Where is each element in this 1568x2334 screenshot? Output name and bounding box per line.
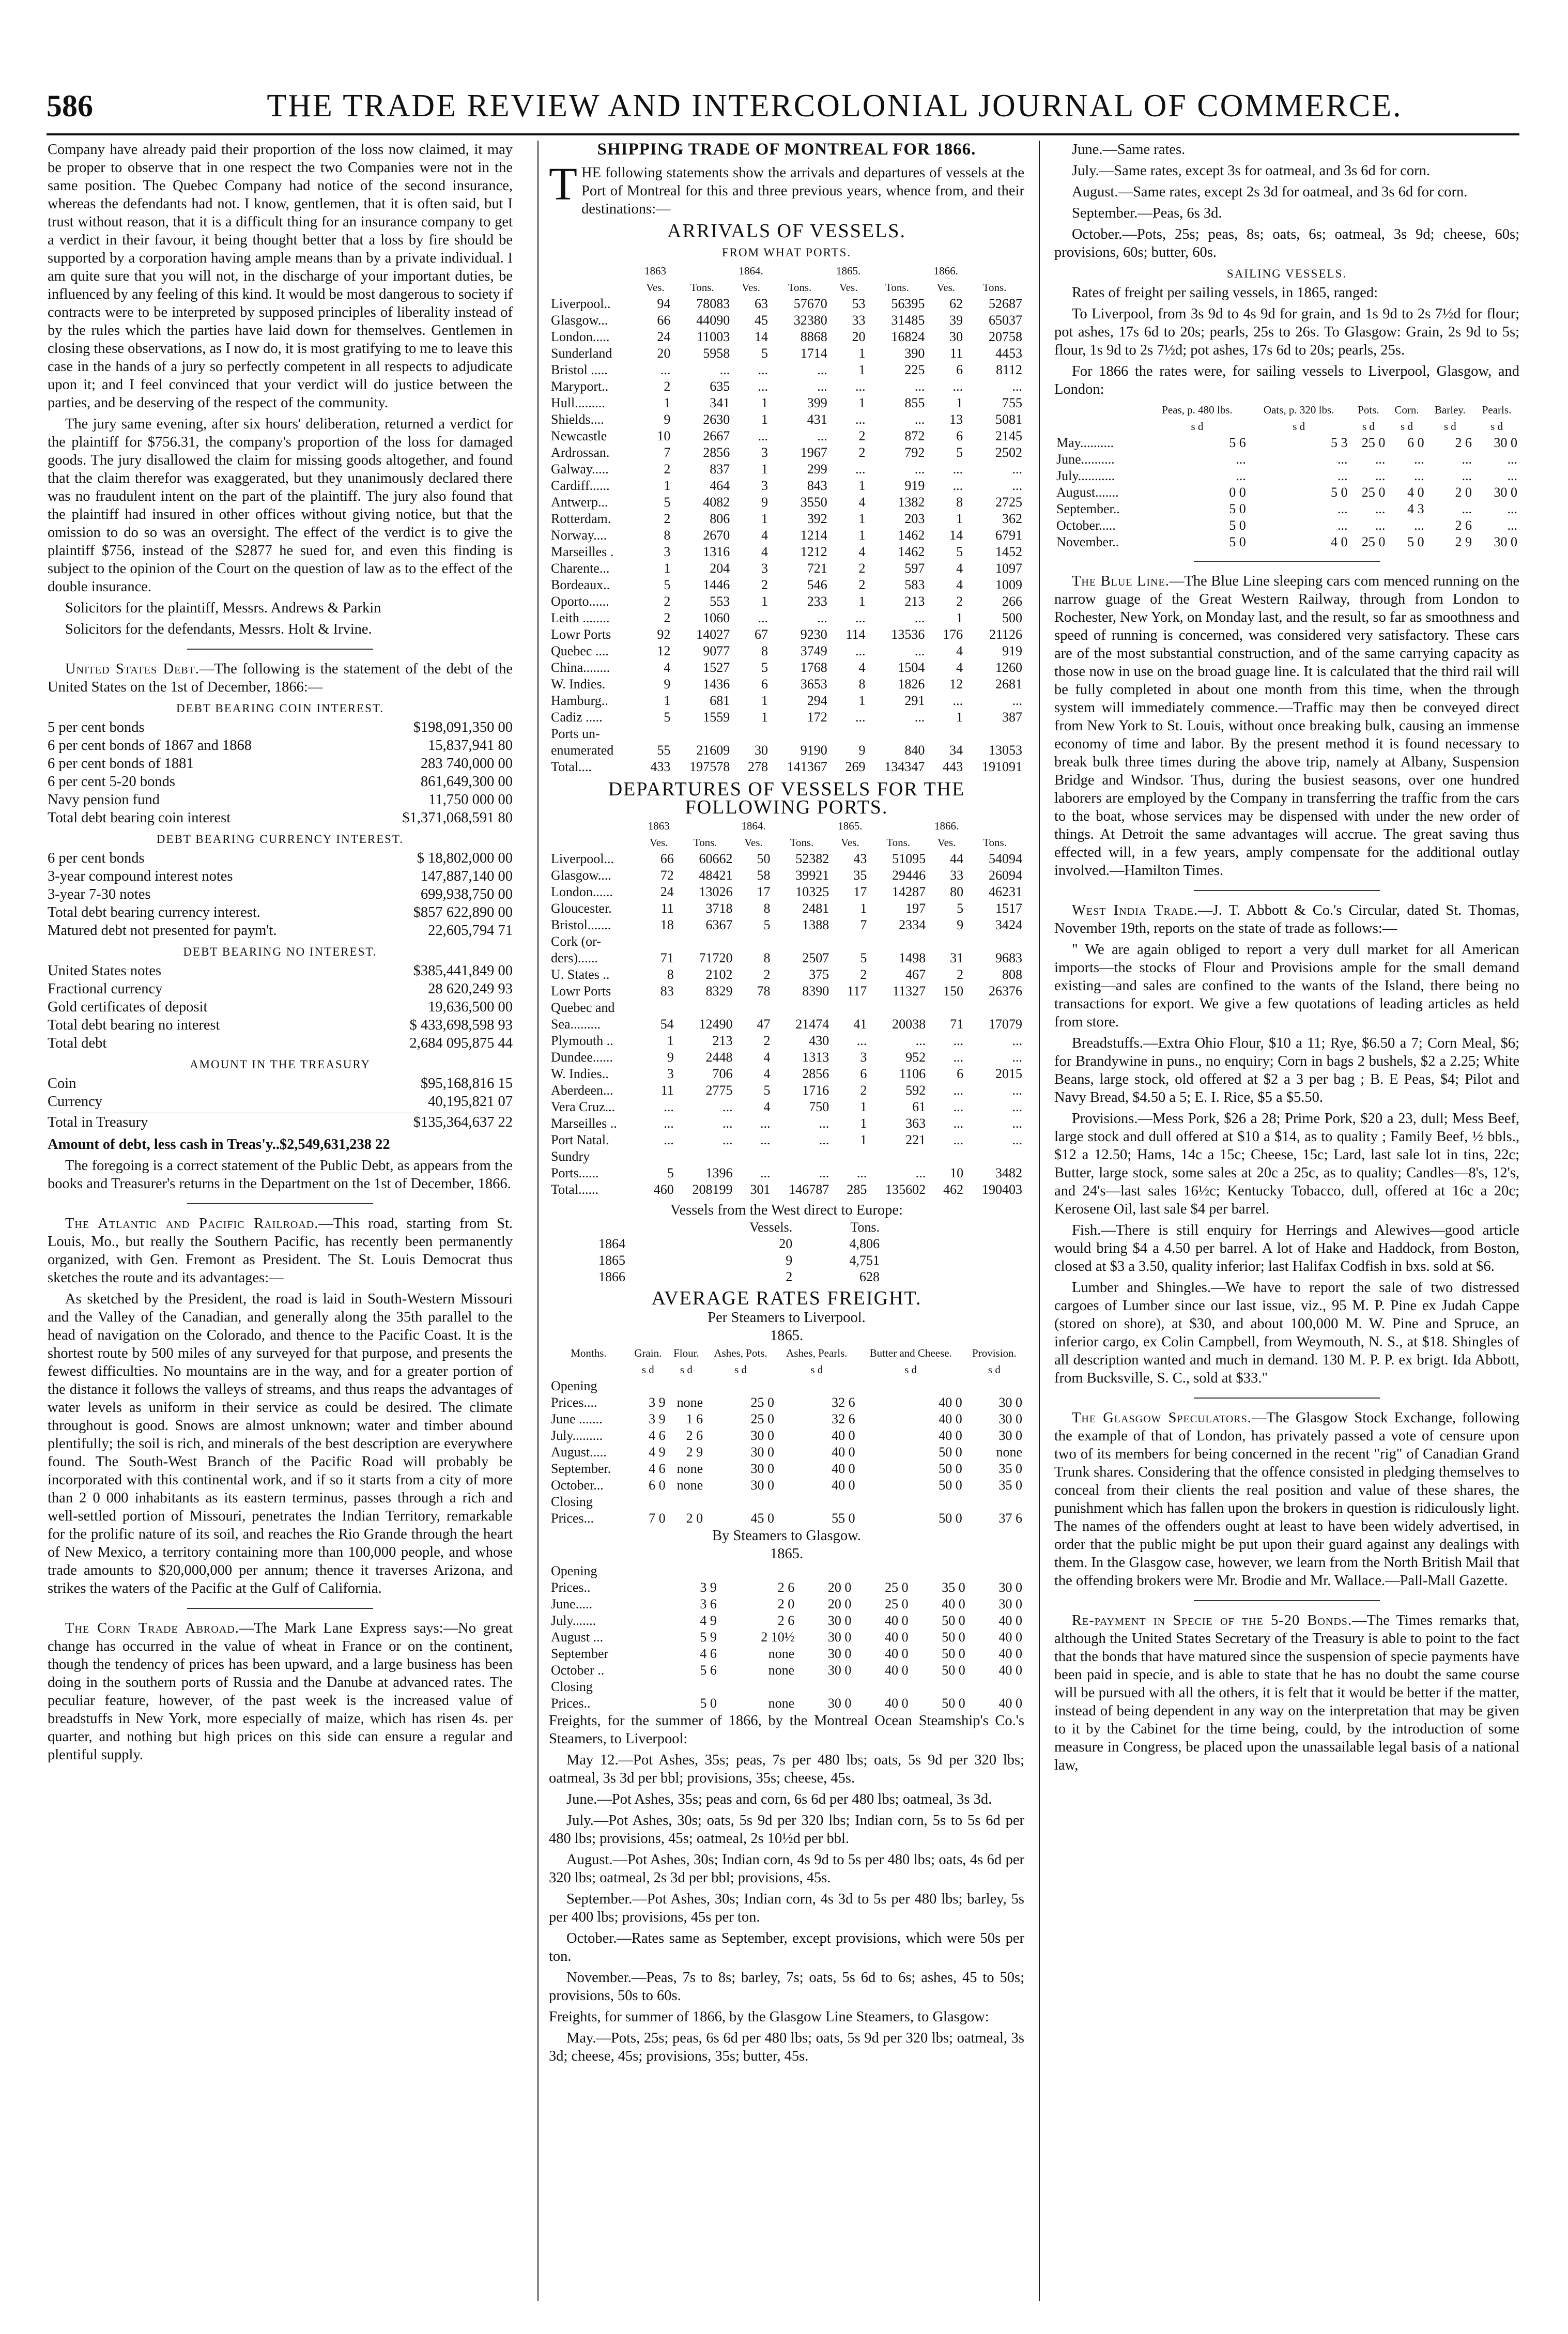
ledger-row: 6 per cent bonds $ 18,802,000 00 — [48, 850, 513, 866]
table-row: May.......... 5 6 5 3 25 0 6 0 2 6 30 0 — [1056, 435, 1517, 450]
freight-line: September.—Pot Ashes, 30s; Indian corn, 4s 3d to 5s per 480 lbs; barley, 5s per 400 lbs; provisions, 45s per ton. — [549, 1891, 1024, 1925]
freight-line: June.—Pot Ashes, 35s; peas and corn, 6s 6d per 480 lbs; oatmeal, 3s 3d. — [566, 1791, 992, 1807]
table-row: Ports...... 5 1396 ... ... ... ... 10 3482 — [551, 1165, 1022, 1180]
table-row: Prices.. 5 0 none 30 0 40 0 50 0 40 0 — [551, 1696, 1022, 1711]
article-text: HE following statements show the arrivals and departures of vessels at the Port of Montreal for this and three previous years, whence from, and their destinations:— — [581, 165, 1024, 217]
table-row: July......... 4 6 2 6 30 0 40 0 40 0 30 0 — [551, 1428, 1022, 1443]
table-row: September. 4 6 none 30 0 40 0 50 0 35 0 — [551, 1461, 1022, 1476]
table-row: June..... 3 6 2 0 20 0 25 0 40 0 30 0 — [551, 1596, 1022, 1611]
drop-cap: T — [549, 159, 577, 210]
table-row: W. Indies. 9 1436 6 3653 8 1826 12 2681 — [551, 677, 1022, 692]
freight-line: October.—Rates same as September, except provisions, which were 50s per ton. — [549, 1930, 1024, 1964]
ledger-row: 6 per cent bonds of 1867 and 1868 15,837,941 80 — [48, 738, 513, 754]
table-row: Vera Cruz... ... ... 4 750 1 61 ... ... — [551, 1099, 1022, 1114]
table-row: Liverpool... 66 60662 50 52382 43 51095 44 54094 — [551, 851, 1022, 866]
freight-table-liverpool — [549, 1345, 1024, 1527]
corn-article — [48, 1619, 513, 1764]
table-row: Bristol....... 18 6367 5 1388 7 2334 9 3424 — [551, 917, 1022, 932]
section-heading: Re-payment in Specie of the 5-20 Bonds. — [1072, 1613, 1352, 1629]
ledger-row: United States notes $385,441,849 00 — [48, 963, 513, 979]
table-row: September 4 6 none 30 0 40 0 50 0 40 0 — [551, 1646, 1022, 1661]
column-divider — [1039, 141, 1040, 2301]
ledger-row: 3-year compound interest notes 147,887,140 00 — [48, 868, 513, 884]
table-row: August....... 0 0 5 0 25 0 4 0 2 0 30 0 — [1056, 485, 1517, 500]
section-heading: West India Trade. — [1072, 902, 1198, 918]
table-row: ders)...... 71 71720 8 2507 5 1498 31 9683 — [551, 950, 1022, 965]
article-text: Rates of freight per sailing vessels, in 1865, ranged: — [1072, 285, 1378, 301]
table-row: Cardiff...... 1 464 3 843 1 919 ... ... — [551, 478, 1022, 493]
table-row: October... 6 0 none 30 0 40 0 50 0 35 0 — [551, 1478, 1022, 1493]
table-row: Hull......... 1 341 1 399 1 855 1 755 — [551, 395, 1022, 410]
freight-list — [549, 1751, 1024, 2005]
blue-line-article — [1054, 572, 1519, 880]
table-row: Quebec .... 12 9077 8 3749 ... ... 4 919 — [551, 643, 1022, 658]
table-row: Norway.... 8 2670 4 1214 1 1462 14 6791 — [551, 528, 1022, 543]
freight-line: July.—Same rates, except 3s for oatmeal, and 3s 6d for corn. — [1072, 163, 1431, 179]
running-head: THE TRADE REVIEW AND INTERCOLONIAL JOURNAL OF COMMERCE. — [267, 88, 1403, 124]
section-rule — [187, 649, 373, 650]
table-row: Total.... 433 197578 278 141367 269 134347 443 191091 — [551, 759, 1022, 774]
table-row: Hamburg.. 1 681 1 294 1 291 ... ... — [551, 693, 1022, 708]
ledger-row: Total in Treasury $135,364,637 22 — [48, 1113, 513, 1131]
table-row: October..... 5 0 ... ... ... 2 6 ... — [1056, 518, 1517, 533]
article-text: Company have already paid their proportion of the loss now claimed, it may be proper to observe that in one respect the two Companies were not in the same position. The Quebec Company had notice of the second insurance, whereas the defendants had not. I know, gentlemen, that it is often said, but I trust without reason, that it is a difficult thing for an insurance company to get a verdict in their favour, it being thought better that a loss by fire should be supported by a corporation having ample means than by a private individual. I am quite sure that you will not, in the discharge of your important duties, be influenced by any feeling of this kind. It would be most dangerous to society if contracts were to be interpreted by supposed principles of liberality instead of by the rules which the parties have laid down for themselves. Gentlemen in closing these observations, as I now do, it is most gratifying to me to leave this case in the hands of a jury so perfectly competent in all respects to adjudicate upon it; and I feel convinced that your verdict will do justice between the parties, and be deserving of the respect of the community. — [48, 142, 513, 411]
table-row: Quebec and — [551, 1000, 615, 1015]
article-text: For 1866 the rates were, for sailing vessels to Liverpool, Glasgow, and London: — [1054, 363, 1519, 397]
article-text: The foregoing is a correct statement of the Public Debt, as appears from the books and Treasurer's returns in the Department on the 1st of December, 1866. — [48, 1158, 513, 1192]
ledger-row: 5 per cent bonds $198,091,350 00 — [48, 719, 513, 735]
article-text: —The Glasgow Stock Exchange, following the example of that of London, has privately passed a vote of censure upon two of its members for being concerned in the recent "rig" of Canadian Grand Trunk shares. Considering that the offence consisted in pledging themselves to conceal from their clients the real position and value of these shares, the punishment which has fallen upon the brokers in question is ridiculously light. The names of the offenders ought at least to have been widely advertised, in order that the public might be put upon their guard against any dealings with them. In the Glasgow case, however, we learn from the North British Mail that the offending brokers were Mr. Brodie and Mr. Wallace.—Pall-Mall Gazette. — [1054, 1410, 1519, 1589]
page-header — [47, 78, 1519, 134]
article-text: To Liverpool, from 3s 9d to 4s 9d for grain, and 1s 9d to 2s 7½d for flour; pot ashes, 17s 6d to 20s; pearls, 25s to 26s. To Glasgow: Grain, 2s 9d to 5s; flour, 1s 9d to 2s 7½d; pot ashes, 17s 6d to 20s; pearls, 25s. — [1054, 306, 1519, 358]
table-title: Vessels from the West direct to Europe: — [670, 1202, 903, 1218]
table-row: Ardrossan. 7 2856 3 1967 2 792 5 2502 — [551, 445, 1022, 460]
freight-line: May 12.—Pot Ashes, 35s; peas, 7s per 480 lbs; oats, 5s 9d per 320 lbs; oatmeal, 3s 3d per bbl; provisions, 35s; cheese, 45s. — [549, 1752, 1024, 1786]
table-row: s d s d s d s d s d s d — [1191, 420, 1503, 433]
article-text: Amount of debt, less cash in Treas'y..$2,549,631,238 22 — [48, 1137, 390, 1153]
ledger-row: 6 per cent bonds of 1881 283 740,000 00 — [48, 756, 513, 772]
table-row: Opening — [551, 1563, 597, 1578]
table-subhead: DEBT BEARING CURRENCY INTEREST. — [156, 833, 404, 846]
article-text: Fish.—There is still enquiry for Herrings and Alewives—good article would bring $4 a 4.50 per barrel. A lot of Hake and Haddock, from Boston, closed at $3 a 3.50, quality inferior; last Halifax Codfish in bxs. sold at $6. — [1054, 1222, 1519, 1275]
table-row: Glasgow... 66 44090 45 32380 33 31485 39 65037 — [551, 313, 1022, 328]
section-title: SHIPPING TRADE OF MONTREAL FOR 1866. — [597, 141, 976, 159]
article-text: —The Times remarks that, although the United States Secretary of the Treasury is able to point to the fact that the bonds that have matured since the suspension of specie payments have been paid in specie, and is able to state that he has no doubt the same course will be pursued with all the others, it is felt that it would be better if the matter, instead of being dependent in any way on the interpretation that may be given to it by the Cabinet for the time being, could, by the introduction of some measure in Congress, be placed upon the unassailable legal basis of a national law, — [1054, 1613, 1519, 1773]
ledger-block — [48, 718, 513, 809]
table-subhead: AMOUNT IN THE TREASURY — [189, 1058, 371, 1071]
freight-line: June.—Same rates. — [1072, 142, 1186, 158]
table-row: Marseilles .. ... ... ... ... 1 363 ... ... — [551, 1116, 1022, 1131]
article-text: The jury same evening, after six hours' deliberation, returned a verdict for the plaintiff for $756.31, the company's proportion of the loss for damaged goods. The jury disallowed the claim for missing goods altogether, and found that the claim therefor was exaggerated, but they unanimously declared there was no fraudulent intent on the part of the plaintiff. The jury also found that the plaintiff had insured in other offices without giving notice, but that the omission to do so was an oversight. The effect of the verdict is to give the plaintiff $756, instead of the $2877 he sued for, and even this finding is subject to the opinion of the Court on the question of law as to the effect of the double insurance. — [48, 416, 513, 595]
departures-table — [549, 818, 1024, 1198]
article-text: —This road, starting from St. Louis, Mo., but really the Southern Pacific, has recently been permanently organized, with Gen. Fremont as President. The St. Louis Democrat thus sketches the route and its advantages:— — [48, 1216, 513, 1286]
table-row: June.......... ... ... ... ... ... ... — [1056, 452, 1517, 467]
table-row: Ves. Tons. Ves. Tons. Ves. Tons. Ves. Tons. — [646, 281, 1007, 294]
table-row: Oporto...... 2 553 1 233 1 213 2 266 — [551, 594, 1022, 609]
table-subhead: By Steamers to Glasgow. — [712, 1528, 861, 1544]
ledger-row: Currency 40,195,821 07 — [48, 1094, 513, 1110]
article-text: —The following is the statement of the debt of the United States on the 1st of December, 1866:— — [48, 661, 513, 695]
table-row: enumerated 55 21609 30 9190 9 840 34 13053 — [551, 743, 1022, 758]
table-row: 1863 1864. 1865. 1866. — [644, 265, 958, 277]
table-row: July....... 4 9 2 6 30 0 40 0 50 0 40 0 — [551, 1613, 1022, 1628]
table-subhead: SAILING VESSELS. — [1226, 267, 1347, 280]
ledger-block — [48, 962, 513, 1016]
article-text: Solicitors for the defendants, Messrs. Holt & Irvine. — [65, 621, 372, 637]
ledger-row: Gold certificates of deposit 19,636,500 00 — [48, 999, 513, 1015]
table-row: Cadiz ..... 5 1559 1 172 ... ... 1 387 — [551, 710, 1022, 725]
table-row: Opening — [551, 1378, 597, 1393]
freight-line: July.—Pot Ashes, 30s; oats, 5s 9d per 320 lbs; Indian corn, 5s to 5s 6d per 480 lbs; provisions, 45s; oatmeal, 2s 10½d per bbl. — [549, 1813, 1024, 1847]
table-row: Closing — [551, 1494, 593, 1509]
table-row: Glasgow.... 72 48421 58 39921 35 29446 33 26094 — [551, 868, 1022, 883]
table-row: Rotterdam. 2 806 1 392 1 203 1 362 — [551, 511, 1022, 526]
article-text: " We are again obliged to report a very dull market for all American imports—the stocks of Flour and Provisions ample for the small demand existing—and sales are confined to the wants of the Island, there being no transactions for export. We give a few quotations of leading articles as held from store. — [1054, 942, 1519, 1030]
table-subhead: FROM WHAT PORTS. — [721, 246, 852, 259]
article-text: —The Mark Lane Express says:—No great change has occurred in the value of wheat in France or on the continent, though the tendency of prices has been upward, and a large business has been doing in the southern ports of Russia and the Danube at advanced rates. The peculiar feature, however, of the past week is the increased value of breadstuffs in New York, more especially of maize, which has risen 4s. per quarter, and nothing but high prices on this side can ensure a regular and plentiful supply. — [48, 1620, 513, 1763]
table-row: China........ 4 1527 5 1768 4 1504 4 1260 — [551, 660, 1022, 675]
freight-line: September.—Peas, 6s 3d. — [1072, 205, 1222, 221]
table-row: Closing — [551, 1679, 593, 1694]
freight-list — [1054, 141, 1519, 262]
table-row: London..... 24 11003 14 8868 20 16824 30 20758 — [551, 329, 1022, 344]
table-subhead: 1865. — [770, 1546, 804, 1562]
section-rule — [1194, 1398, 1380, 1399]
table-subhead: DEBT BEARING COIN INTEREST. — [176, 702, 384, 715]
table-row: October .. 5 6 none 30 0 40 0 50 0 40 0 — [551, 1663, 1022, 1678]
table-title: AVERAGE RATES FREIGHT. — [651, 1287, 922, 1309]
freight-line: August.—Pot Ashes, 30s; Indian corn, 4s 9d to 5s per 480 lbs; oats, 4s 6d per 320 lbs; oatmeal, 2s 3d per bbl; provisions, 45s. — [549, 1852, 1024, 1886]
glasgow-article — [1054, 1409, 1519, 1590]
table-row: Port Natal. ... ... ... ... 1 221 ... ... — [551, 1132, 1022, 1147]
table-title: ARRIVALS OF VESSELS. — [667, 220, 906, 242]
table-row: Charente... 1 204 3 721 2 597 4 1097 — [551, 561, 1022, 576]
ledger-row: Total debt bearing coin interest $1,371,068,591 80 — [48, 810, 513, 826]
ledger-block — [48, 849, 513, 903]
table-row: Cork (or- — [551, 934, 601, 949]
west-india-article — [1054, 901, 1519, 938]
article-text: —J. T. Abbott & Co.'s Circular, dated St. Thomas, November 19th, reports on the state of trade as follows:— — [1054, 902, 1519, 936]
table-row: September.. 5 0 ... ... 4 3 ... ... — [1056, 501, 1517, 516]
table-row: 1863 1864. 1865. 1866. — [648, 820, 959, 832]
article-text: —The Blue Line sleeping cars com menced running on the narrow guage of the Great Western Railway, through from London to Rochester, New York, on Monday last, and the result, so far as smoothness and speed of running is concerned, was considered very satisfactory. These cars are of the most substantial construction, and of the same carrying capacity as those now in use on the broad guage line. It is calculated that the third rail will be fully completed in about one month from this time, when the through system will immediately commence.—Traffic may then be conveyed direct from New York to St. Louis, without once breaking bulk, causing an immense economy of time and labor. By the present method it is found necessary to break bulk three times during the above trip, namely at Albany, Suspension Bridge and Windsor. Thus, during the busiest seasons, over one hundred laborers are employed by the Company in transferring the traffic from the cars to the boat, whose services may be dispensed with under the new order of things. At Detroit the same advantages will accrue. The great saving thus effected will, in a few years, amply compensate for the additional outlay involved.—Hamilton Times. — [1054, 573, 1519, 879]
freight-table-glasgow — [549, 1563, 1024, 1712]
page-number: 586 — [47, 88, 93, 123]
article-text: Provisions.—Mess Pork, $26 a 28; Prime Pork, $20 a 23, dull; Mess Beef, large stock and dull offered at $10 a $14, as to quality ; Family Beef, ½ bbls., $12 a 12.50; Hams, 14c a 15c; Cheese, 15c; Lard, last sale lot in tins, 22c; Butter, large stock, some sales at 20c a 25c, as to quality; Candles—8's, 12's, and 24's—last sales 16½c; Kentucky Tobacco, dull, offered at 16c a 20c; Kerosene Oil, last sale $4 per barrel. — [1054, 1111, 1519, 1217]
table-row: Lowr Ports 92 14027 67 9230 114 13536 176 21126 — [551, 627, 1022, 642]
section-heading: United States Debt. — [65, 661, 199, 677]
table-row: Sea......... 54 12490 47 21474 41 20038 71 17079 — [551, 1017, 1022, 1032]
table-row: Ports un- — [551, 726, 600, 741]
table-row: 1865 9 4,751 — [598, 1253, 880, 1268]
table-row: Leith ........ 2 1060 ... ... ... ... 1 500 — [551, 610, 1022, 625]
section-rule — [187, 1608, 373, 1609]
debt-article — [48, 660, 513, 696]
article-text: Lumber and Shingles.—We have to report the sale of two distressed cargoes of Lumber since our last issue, viz., 95 M. P. Pine ex Judah Cappe (stored on shore), at $30, and about 100,000 M. W. Pine and Spruce, an inferior cargo, ex Colin Campbell, from Weymouth, N. S., at $18. Shingles of all description wanted and much in demand. 130 M. P. P. ex brigt. Ida Abbott, from Bucksville, S. C., sold at $33." — [1054, 1280, 1519, 1386]
table-row: Prices.... 3 9 none 25 0 32 6 40 0 30 0 — [551, 1395, 1022, 1410]
atlantic-article — [48, 1215, 513, 1287]
table-row: s d s d s d s d s d s d — [641, 1363, 1001, 1376]
column-2 — [549, 141, 1024, 2301]
table-row: Peas, p. 480 lbs. Oats, p. 320 lbs. Pots. Corn. Barley. Pearls. — [1162, 404, 1512, 416]
section-rule — [187, 1203, 373, 1204]
section-heading: The Blue Line. — [1072, 573, 1170, 589]
table-subhead: Per Steamers to Liverpool. — [708, 1310, 866, 1326]
table-subhead: 1865. — [770, 1328, 804, 1344]
article-text: Freights, for summer of 1866, by the Glasgow Line Steamers, to Glasgow: — [549, 2009, 989, 2025]
ledger-row: 6 per cent 5-20 bonds 861,649,300 00 — [48, 774, 513, 790]
table-row: Months. Grain. Flour. Ashes, Pots. Ashes, Pearls. Butter and Cheese. Provision. — [571, 1347, 1017, 1359]
table-row: June ....... 3 9 1 6 25 0 32 6 40 0 30 0 — [551, 1411, 1022, 1426]
table-row: 1864 20 4,806 — [598, 1236, 880, 1251]
header-rule — [47, 133, 1519, 135]
table-row: August ... 5 9 2 10½ 30 0 40 0 50 0 40 0 — [551, 1630, 1022, 1645]
table-row: 1866 2 628 — [598, 1269, 880, 1284]
table-row: November.. 5 0 4 0 25 0 5 0 2 9 30 0 — [1056, 534, 1517, 549]
ledger-row: Total debt 2,684 095,875 44 — [48, 1035, 513, 1051]
table-row: Shields.... 9 2630 1 431 ... ... 13 5081 — [551, 412, 1022, 427]
table-row: Lowr Ports 83 8329 78 8390 117 11327 150 26376 — [551, 984, 1022, 999]
section-heading: The Corn Trade Abroad. — [65, 1620, 239, 1636]
table-row: Sunderland 20 5958 5 1714 1 390 11 4453 — [551, 346, 1022, 361]
table-row: Sundry — [551, 1149, 590, 1164]
table-title: DEPARTURES OF VESSELS FOR THE FOLLOWING PORTS. — [608, 778, 965, 818]
repayment-article — [1054, 1611, 1519, 1774]
table-row: August..... 4 9 2 9 30 0 40 0 50 0 none — [551, 1445, 1022, 1460]
section-rule — [1194, 1600, 1380, 1601]
table-row: Newcastle 10 2667 ... ... 2 872 6 2145 — [551, 428, 1022, 443]
column-3 — [1054, 141, 1519, 2301]
column-divider — [537, 141, 539, 2301]
article-text: Solicitors for the plaintiff, Messrs. Andrews & Parkin — [65, 600, 381, 616]
section-heading: The Atlantic and Pacific Railroad. — [65, 1216, 319, 1232]
table-row: Liverpool.. 94 78083 63 57670 53 56395 62 52687 — [551, 296, 1022, 311]
table-row: London...... 24 13026 17 10325 17 14287 80 46231 — [551, 884, 1022, 899]
europe-table — [596, 1219, 882, 1285]
section-rule — [1194, 561, 1380, 562]
table-row: Aberdeen... 11 2775 5 1716 2 592 ... ... — [551, 1083, 1022, 1098]
article-text: As sketched by the President, the road is laid in South-Western Missouri and the Valley of the Canadian, and generally along the 35th parallel to the head of navigation on the Colorado, and thence to the Pacific Coast. It is the shortest route by 500 miles of any surveyed for that purpose, and presents the fewest difficulties. No mountains are in the way, and for a greater portion of the distance it follows the valleys of streams, and thus reaps the advantages of water levels as uniform in their service as could be desired. The climate throughout is good. Snows are almost unknown; water and timber abound plentifully; the soil is rich, and minerals of the best description are everywhere found. The South-West Branch of the Pacific Road will probably be incorporated with this continental work, and if so it starts from a city of more than 2 0 000 inhabitants as its eastern terminus, passes through a rich and well-settled portion of Missouri, penetrates the Indian Territory, remarkable for the prolific nature of its soil, and reaches the Rio Grande through the heart of New Mexico, a territory containing more than 100,000 people, and whose trade amounts to $20,000,000 per annum; thence it traverses Arizona, and strikes the waters of the Pacific at the Gulf of California. — [48, 1291, 513, 1596]
ledger-row: Fractional currency 28 620,249 93 — [48, 981, 513, 997]
freight-line: October.—Pots, 25s; peas, 8s; oats, 6s; oatmeal, 3s 9d; cheese, 60s; provisions, 60s; butter, 60s. — [1054, 226, 1519, 260]
table-row: Prices... 7 0 2 0 45 0 55 0 50 0 37 6 — [551, 1511, 1022, 1526]
section-rule — [1194, 890, 1380, 891]
intro-paragraph — [549, 159, 1024, 218]
table-row: Maryport.. 2 635 ... ... ... ... ... ... — [551, 379, 1022, 394]
arrivals-table — [549, 263, 1024, 775]
table-row: Plymouth .. 1 213 2 430 ... ... ... ... — [551, 1033, 1022, 1048]
table-subhead: DEBT BEARING NO INTEREST. — [183, 945, 377, 958]
ledger-row: Navy pension fund 11,750 000 00 — [48, 792, 513, 808]
table-row: Marseilles . 3 1316 4 1212 4 1462 5 1452 — [551, 544, 1022, 559]
ledger-row: Total debt bearing currency interest. $857 622,890 00 — [48, 904, 513, 920]
ledger-row: 3-year 7-30 notes 699,938,750 00 — [48, 886, 513, 902]
table-row: Ves. Tons. Ves. Tons. Ves. Tons. Ves. Tons. — [649, 836, 1007, 849]
ledger-block — [48, 1074, 513, 1111]
article-text: Freights, for the summer of 1866, by the Montreal Ocean Steamship's Co.'s Steamers, to Liverpool: — [549, 1713, 1024, 1747]
table-row: Bristol ..... ... ... ... ... 1 225 6 8112 — [551, 362, 1022, 377]
table-row: July........... ... ... ... ... ... ... — [1056, 468, 1517, 483]
table-row: Galway..... 2 837 1 299 ... ... ... ... — [551, 462, 1022, 477]
sailing-rates-table — [1054, 402, 1519, 550]
freight-line: August.—Same rates, except 2s 3d for oatmeal, and 3s 6d for corn. — [1072, 184, 1468, 200]
table-row: Dundee...... 9 2448 4 1313 3 952 ... ... — [551, 1050, 1022, 1065]
section-heading: The Glasgow Speculators. — [1072, 1410, 1252, 1426]
column-1 — [48, 141, 513, 2301]
ledger-row: Coin $95,168,816 15 — [48, 1076, 513, 1092]
freight-line: November.—Peas, 7s to 8s; barley, 7s; oats, 5s 6d to 6s; ashes, 45 to 50s; provisions, 50s to 60s. — [549, 1970, 1024, 2004]
ledger-row: Matured debt not presented for paym't. 22,605,794 71 — [48, 923, 513, 939]
article-text: Breadstuffs.—Extra Ohio Flour, $10 a 11; Rye, $6.50 a 7; Corn Meal, $6; for Brandywine in puns., no enquiry; Corn in bags 2 bushels, $2 a 2.25; White Beans, large stock, old offered at $2 a 3 per bag ; B. E Peas, $4; Pilot and Navy Bread, $4.50 a 5; E. I. Rice, $5 a $5.50. — [1054, 1035, 1519, 1105]
table-row: Vessels. Tons. — [749, 1220, 880, 1235]
table-row: Gloucester. 11 3718 8 2481 1 197 5 1517 — [551, 901, 1022, 916]
table-row: U. States .. 8 2102 2 375 2 467 2 808 — [551, 967, 1022, 982]
table-row: W. Indies.. 3 706 4 2856 6 1106 6 2015 — [551, 1066, 1022, 1081]
table-row: Bordeaux.. 5 1446 2 546 2 583 4 1009 — [551, 577, 1022, 592]
article-text: May.—Pots, 25s; peas, 6s 6d per 480 lbs; oats, 5s 9d per 320 lbs; oatmeal, 3s 3d; cheese, 45s; provisions, 35s; butter, 45s. — [549, 2030, 1024, 2064]
table-row: Total...... 460 208199 301 146787 285 135602 462 190403 — [551, 1182, 1022, 1197]
ledger-row: Total debt bearing no interest $ 433,698,598 93 — [48, 1017, 513, 1033]
table-row: Antwerp... 5 4082 9 3550 4 1382 8 2725 — [551, 495, 1022, 510]
table-row: Prices.. 3 9 2 6 20 0 25 0 35 0 30 0 — [551, 1580, 1022, 1595]
